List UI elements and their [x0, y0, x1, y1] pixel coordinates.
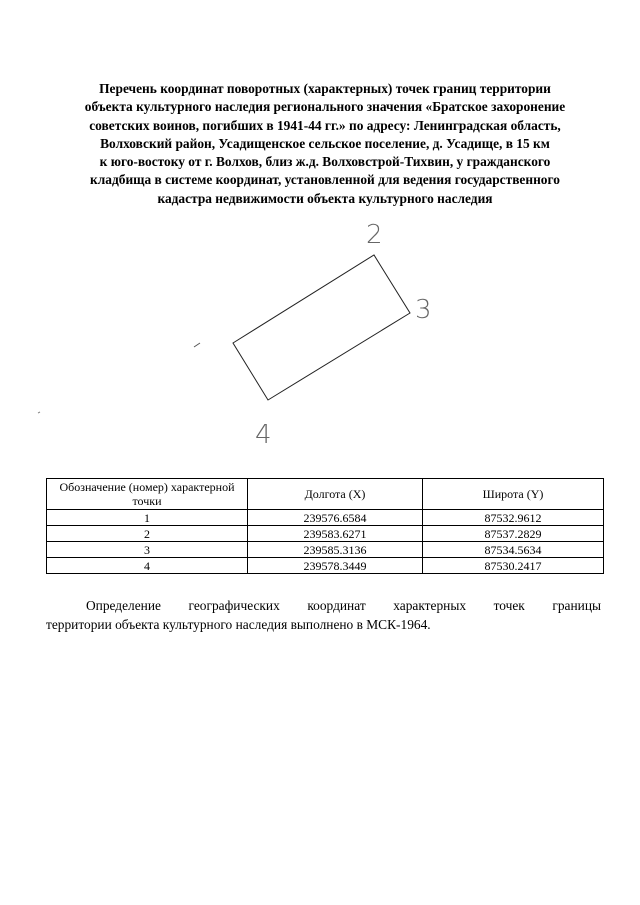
document-title: [40, 80, 610, 208]
cell-point: 1: [47, 510, 248, 526]
title-line: кладбища в системе координат, установленной для ведения государственного: [90, 172, 560, 188]
boundary-polygon: [233, 255, 410, 400]
title-line: Волховский район, Усадищенское сельское поселение, д. Усадище, в 15 км: [100, 135, 550, 151]
scan-mark: [38, 412, 40, 413]
column-header-latitude: Широта (Y): [423, 479, 604, 510]
table-row: [47, 542, 604, 558]
note-line-2: территории объекта культурного наследия выполнено в МСК-1964.: [46, 617, 431, 632]
table-header-row: [47, 479, 604, 510]
note-line-1: Определение географических координат характерных точек границы: [86, 598, 601, 613]
coordinates-table: [46, 478, 604, 574]
title-line: к юго-востоку от г. Волхов, близ ж.д. Волховстрой-Тихвин, у гражданского: [99, 154, 551, 170]
boundary-scheme: [0, 215, 640, 455]
cell-longitude: 239578.3449: [248, 558, 423, 574]
table-row: [47, 526, 604, 542]
scan-mark: [194, 343, 200, 347]
title-line: Перечень координат поворотных (характерных) точек границ территории: [99, 81, 551, 96]
title-line: советских воинов, погибших в 1941-44 гг.» по адресу: Ленинградская область,: [89, 117, 561, 133]
cell-point: 3: [47, 542, 248, 558]
cell-point: 4: [47, 558, 248, 574]
cell-latitude: 87537.2829: [423, 526, 604, 542]
cell-longitude: 239585.3136: [248, 542, 423, 558]
point-label-2: 2: [366, 220, 383, 250]
cell-longitude: 239583.6271: [248, 526, 423, 542]
cell-longitude: 239576.6584: [248, 510, 423, 526]
title-line: объекта культурного наследия регионального значения «Братское захоронение: [84, 99, 566, 115]
column-header-point: Обозначение (номер) характерной точки: [47, 479, 248, 510]
table-row: [47, 510, 604, 526]
cell-latitude: 87534.5634: [423, 542, 604, 558]
point-label-3: 3: [415, 295, 432, 325]
coordinate-system-note: [46, 596, 601, 634]
title-line: кадастра недвижимости объекта культурного наследия: [157, 190, 493, 206]
cell-point: 2: [47, 526, 248, 542]
cell-latitude: 87532.9612: [423, 510, 604, 526]
point-label-4: 4: [255, 420, 272, 450]
cell-latitude: 87530.2417: [423, 558, 604, 574]
table-row: [47, 558, 604, 574]
column-header-longitude: Долгота (X): [248, 479, 423, 510]
